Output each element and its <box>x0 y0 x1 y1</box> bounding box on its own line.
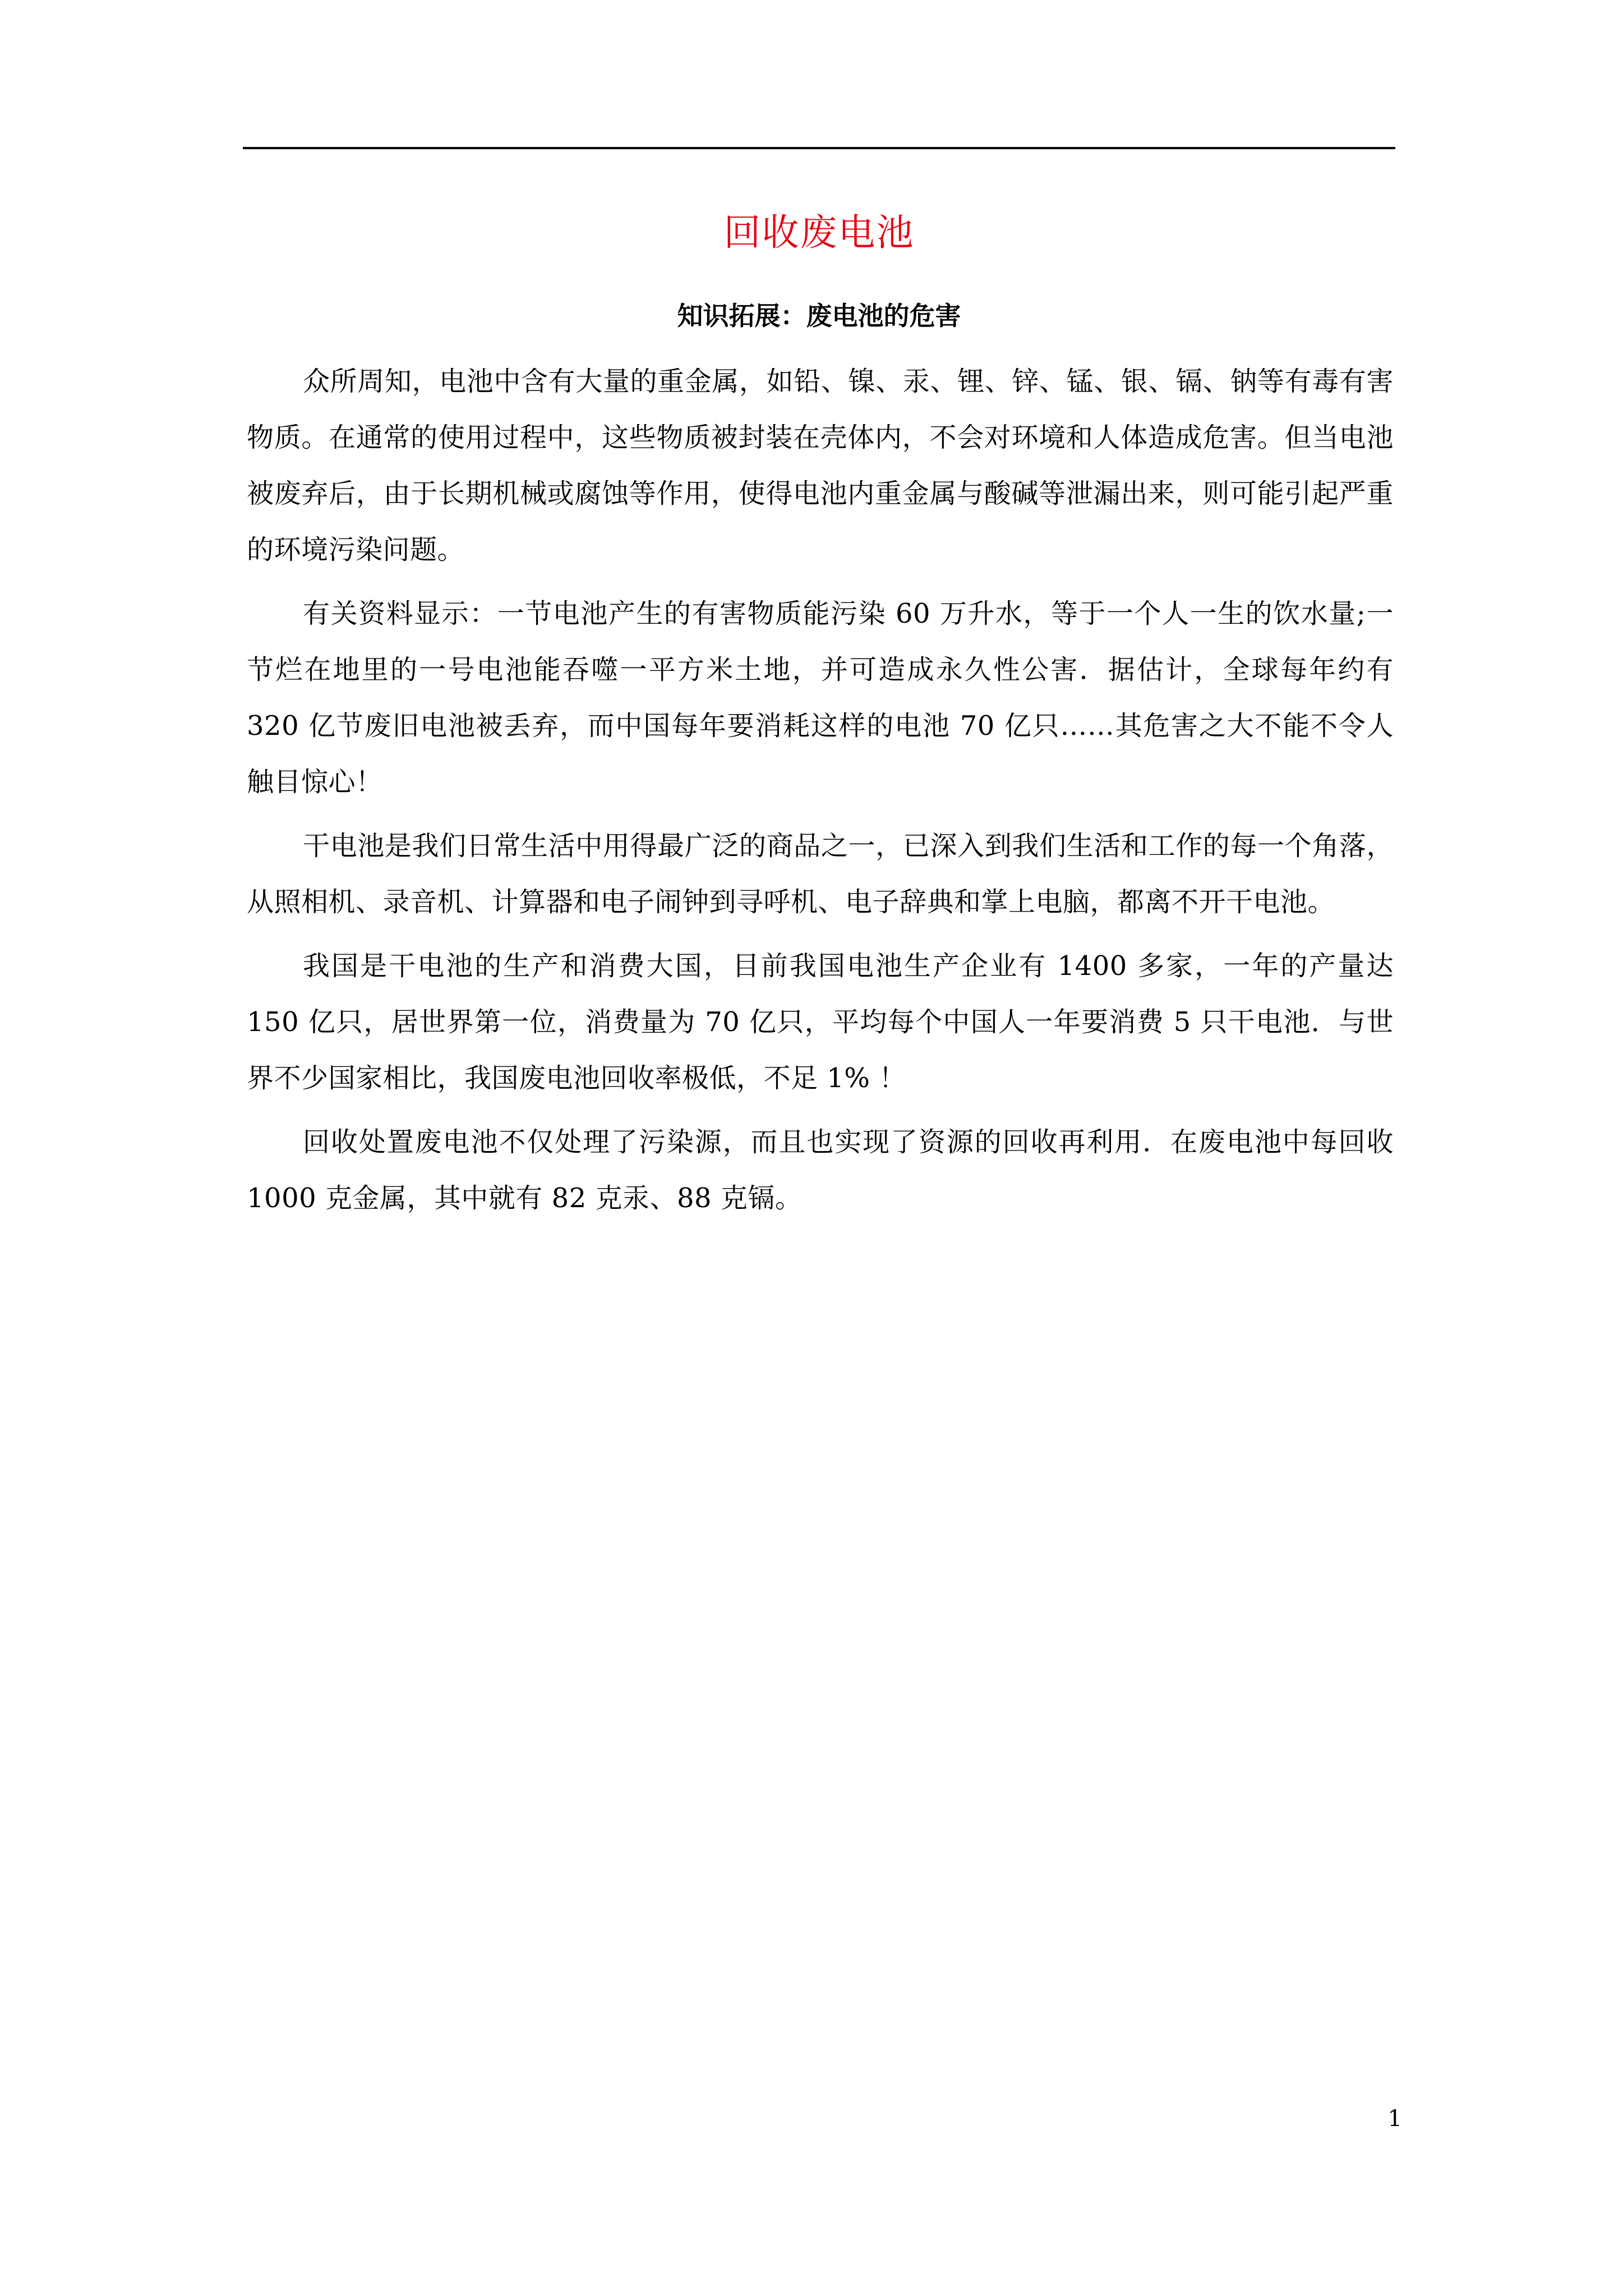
header-rule <box>243 147 1395 149</box>
page-number: 1 <box>1387 2106 1402 2132</box>
paragraph: 回收处置废电池不仅处理了污染源，而且也实现了资源的回收再利用．在废电池中每回收 1000 克金属，其中就有 82 克汞、88 克镉。 <box>247 1126 1394 1214</box>
document-title: 回收废电池 <box>723 211 915 254</box>
paragraph: 众所周知，电池中含有大量的重金属，如铅、镍、汞、锂、锌、锰、银、镉、钠等有毒有害物质。在通常的使用过程中，这些物质被封装在壳体内，不会对环境和人体造成危害。但当电池被废弃后，由于长期机械或腐蚀等作用，使得电池内重金属与酸碱等泄漏出来，则可能引起严重的环境污染问题。 <box>247 366 1394 565</box>
document-body <box>247 353 1394 1234</box>
paragraph: 有关资料显示：一节电池产生的有害物质能污染 60 万升水，等于一个人一生的饮水量;一节烂在地里的一号电池能吞噬一平方米土地，并可造成永久性公害．据估计，全球每年约有 320 亿节废旧电池被丢弃，而中国每年要消耗这样的电池 70 亿只……其危害之大不能不令人触目惊心！ <box>247 598 1394 798</box>
section-subtitle: 知识拓展：废电池的危害 <box>677 301 961 331</box>
paragraph: 我国是干电池的生产和消费大国，目前我国电池生产企业有 1400 多家，一年的产量达 150 亿只，居世界第一位，消费量为 70 亿只，平均每个中国人一年要消费 5 只干电池．与世界不少国家相比，我国废电池回收率极低，不足 1% ！ <box>247 950 1394 1094</box>
paragraph: 干电池是我们日常生活中用得最广泛的商品之一，已深入到我们生活和工作的每一个角落，从照相机、录音机、计算器和电子闹钟到寻呼机、电子辞典和掌上电脑，都离不开干电池。 <box>247 830 1394 918</box>
